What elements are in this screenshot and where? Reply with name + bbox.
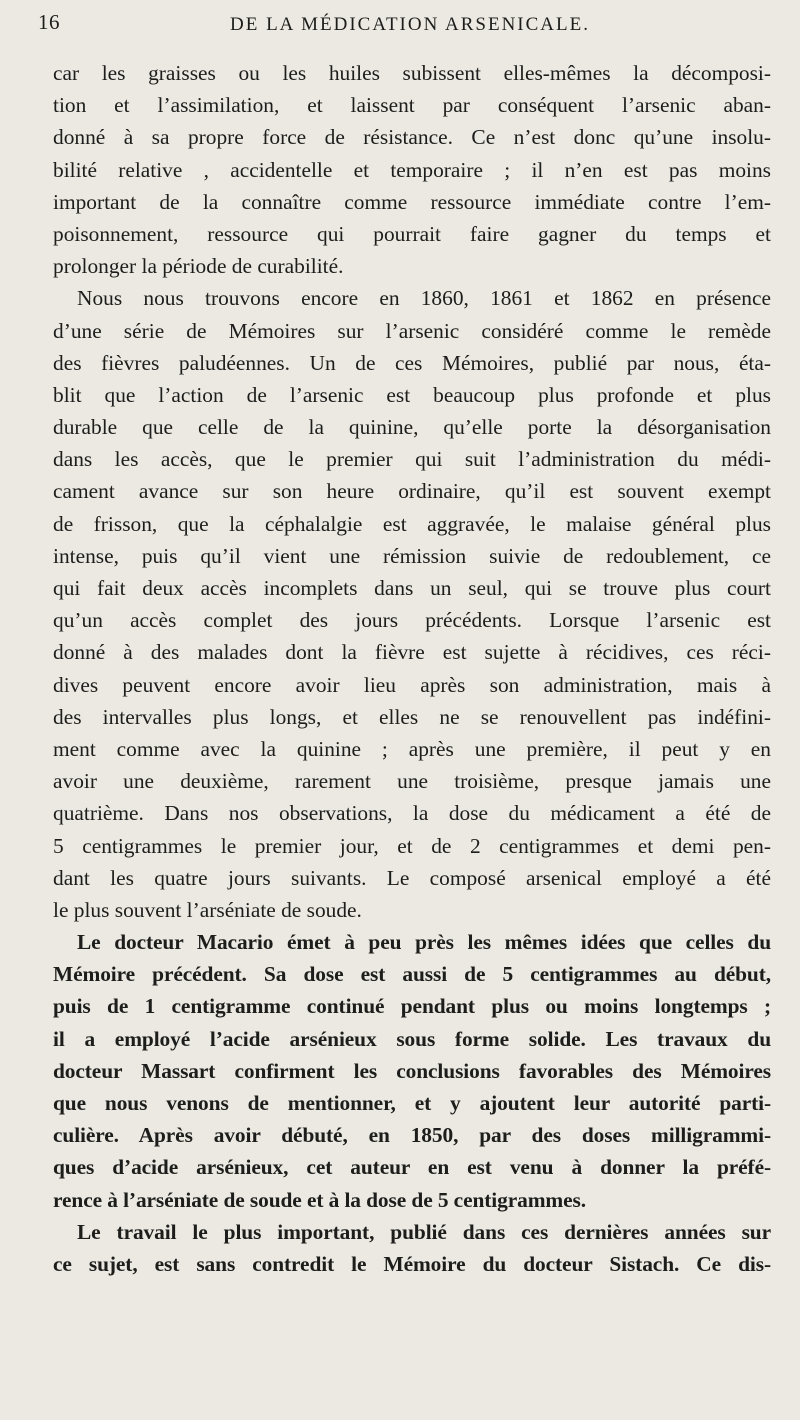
paragraph-2 (53, 282, 771, 926)
text-line: dans les accès, que le premier qui suit l’administration du médi- (53, 447, 771, 472)
text-line: des intervalles plus longs, et elles ne se renouvellent pas indéfini- (53, 704, 771, 729)
text-line: ce sujet, est sans contredit le Mémoire du docteur Sistach. Ce dis- (53, 1251, 771, 1276)
text-line: des fièvres paludéennes. Un de ces Mémoires, publié par nous, éta- (53, 350, 771, 375)
text-line: qu’un accès complet des jours précédents. Lorsque l’arsenic est (53, 608, 771, 633)
text-line: puis de 1 centigramme continué pendant plus ou moins longtemps ; (53, 994, 771, 1019)
body-text (53, 57, 771, 1280)
text-line: ques d’acide arsénieux, cet auteur en est venu à donner la préfé- (53, 1155, 771, 1180)
text-line: bilité relative , accidentelle et temporaire ; il n’en est pas moins (53, 157, 771, 182)
text-line: il a employé l’acide arsénieux sous forme solide. Les travaux du (53, 1026, 771, 1051)
text-line: poisonnement, ressource qui pourrait faire gagner du temps et (53, 221, 771, 246)
text-line: donné à sa propre force de résistance. Ce n’est donc qu’une insolu- (53, 125, 771, 150)
text-line: de frisson, que la céphalalgie est aggravée, le malaise général plus (53, 511, 771, 536)
text-line: culière. Après avoir débuté, en 1850, par des doses milligrammi- (53, 1123, 771, 1148)
text-line: que nous venons de mentionner, et y ajoutent leur autorité parti- (53, 1091, 771, 1115)
text-line: prolonger la période de curabilité. (53, 254, 344, 279)
running-head: DE LA MÉDICATION ARSENICALE. (230, 14, 590, 35)
text-line: avoir une deuxième, rarement une troisième, presque jamais une (53, 769, 771, 794)
paragraph-3 (53, 926, 771, 1216)
text-line: le plus souvent l’arséniate de soude. (53, 897, 362, 922)
text-line: dant les quatre jours suivants. Le composé arsenical employé a été (53, 865, 771, 890)
text-line: rence à l’arséniate de soude et à la dose de 5 centigrammes. (53, 1187, 587, 1212)
text-line: important de la connaître comme ressource immédiate contre l’em- (53, 189, 771, 214)
text-line: cament avance sur son heure ordinaire, qu’il est souvent exempt (53, 479, 771, 504)
text-line: dives peuvent encore avoir lieu après son administration, mais à (53, 672, 771, 697)
text-line: intense, puis qu’il vient une rémission suivie de redoublement, ce (53, 543, 771, 568)
text-line: blit que l’action de l’arsenic est beaucoup plus profonde et plus (53, 382, 771, 407)
text-line: d’une série de Mémoires sur l’arsenic considéré comme le remède (53, 318, 771, 343)
text-line: Le docteur Macario émet à peu près les mêmes idées que celles du (77, 930, 771, 955)
page-number: 16 (38, 10, 60, 34)
text-line: quatrième. Dans nos observations, la dose du médicament a été de (53, 801, 771, 826)
paragraph-4 (53, 1216, 771, 1280)
text-line: 5 centigrammes le premier jour, et de 2 centigrammes et demi pen- (53, 833, 771, 858)
text-line: car les graisses ou les huiles subissent elles-mêmes la décomposi- (53, 61, 771, 85)
text-line: donné à des malades dont la fièvre est sujette à récidives, ces réci- (53, 640, 771, 665)
text-line: Nous nous trouvons encore en 1860, 1861 et 1862 en présence (77, 286, 771, 311)
text-line: Mémoire précédent. Sa dose est aussi de 5 centigrammes au début, (53, 962, 771, 987)
text-line: ment comme avec la quinine ; après une première, il peut y en (53, 736, 771, 761)
text-line: durable que celle de la quinine, qu’elle porte la désorganisation (53, 415, 771, 440)
text-line: docteur Massart confirment les conclusions favorables des Mémoires (53, 1058, 771, 1083)
text-line: qui fait deux accès incomplets dans un seul, qui se trouve plus court (53, 576, 771, 600)
text-line: tion et l’assimilation, et laissent par conséquent l’arsenic aban- (53, 93, 771, 118)
text-line: Le travail le plus important, publié dans ces dernières années sur (77, 1219, 771, 1244)
paragraph-1 (53, 57, 771, 282)
